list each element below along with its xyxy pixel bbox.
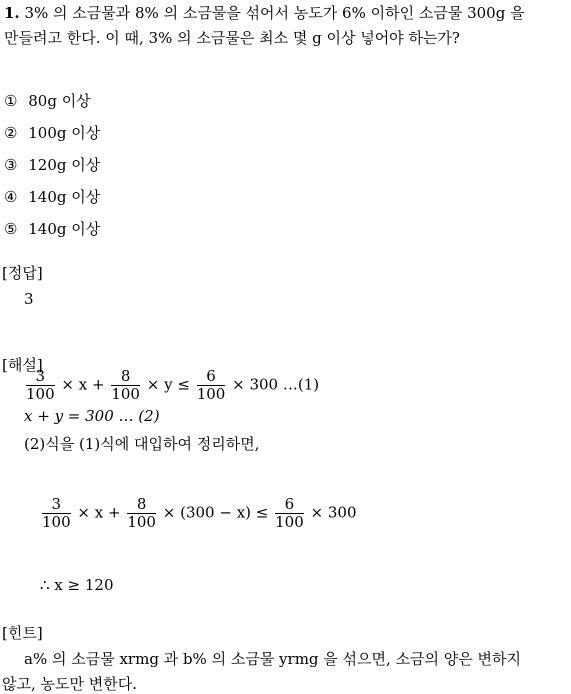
choice-marker: ④ bbox=[4, 188, 18, 206]
choice-text: 100g 이상 bbox=[28, 124, 101, 142]
question-text-1: 3% 의 소금물과 8% 의 소금물을 섞어서 농도가 6% 이하인 소금물 300g 을 bbox=[24, 4, 525, 22]
choice-4[interactable] bbox=[4, 186, 100, 207]
question-number: 1. bbox=[4, 4, 20, 22]
hint-text-1: a% 의 소금물 xrmg 과 b% 의 소금물 yrmg 을 섞으면, 소금의 양은 변하지 bbox=[24, 650, 522, 668]
choice-text: 120g 이상 bbox=[28, 156, 101, 174]
choice-marker: ③ bbox=[4, 156, 18, 174]
hint-label: [힌트] bbox=[2, 624, 43, 642]
question-text-2: 만들려고 한다. 이 때, 3% 의 소금물은 최소 몇 g 이상 넣어야 하는가? bbox=[4, 29, 460, 47]
answer-value: 3 bbox=[24, 290, 34, 308]
equation-term: × x + bbox=[61, 375, 105, 394]
fraction: $\frac{3}{100}$ bbox=[42, 495, 71, 531]
choice-marker: ② bbox=[4, 124, 18, 142]
choice-marker: ⑤ bbox=[4, 220, 18, 238]
solution-label: [해설] bbox=[2, 356, 43, 374]
question-line-1 bbox=[4, 2, 525, 23]
equation-term: × y ≤ bbox=[146, 375, 190, 394]
equation-term: × (300 − x) ≤ bbox=[162, 503, 269, 522]
fraction: $\frac{3}{100}$ bbox=[26, 367, 55, 403]
choice-1[interactable] bbox=[4, 90, 91, 111]
solution-equation-2: x + y = 300 … (2) bbox=[24, 407, 160, 425]
fraction: $\frac{8}{100}$ bbox=[127, 495, 156, 531]
choice-text: 140g 이상 bbox=[28, 220, 101, 238]
equation-term: × 300 …(1) bbox=[232, 375, 320, 394]
equation-term: × x + bbox=[77, 503, 121, 522]
hint-text-2: 않고, 농도만 변한다. bbox=[2, 675, 137, 693]
solution-text: (2)식을 (1)식에 대입하여 정리하면, bbox=[24, 435, 260, 453]
fraction: $\frac{6}{100}$ bbox=[196, 367, 226, 403]
choice-text: 80g 이상 bbox=[28, 92, 91, 110]
fraction: $\frac{6}{100}$ bbox=[275, 495, 304, 531]
choice-5[interactable] bbox=[4, 218, 100, 239]
choice-2[interactable] bbox=[4, 122, 100, 143]
choice-marker: ① bbox=[4, 92, 18, 110]
solution-conclusion: ∴ x ≥ 120 bbox=[40, 576, 114, 594]
choice-text: 140g 이상 bbox=[28, 188, 101, 206]
solution-equation-1 bbox=[24, 368, 319, 403]
equation-term: × 300 bbox=[310, 503, 357, 522]
fraction: $\frac{8}{100}$ bbox=[111, 367, 140, 403]
question-line-2 bbox=[4, 27, 460, 48]
answer-label: [정답] bbox=[2, 264, 43, 282]
choice-3[interactable] bbox=[4, 154, 100, 175]
solution-equation-3 bbox=[40, 496, 357, 531]
